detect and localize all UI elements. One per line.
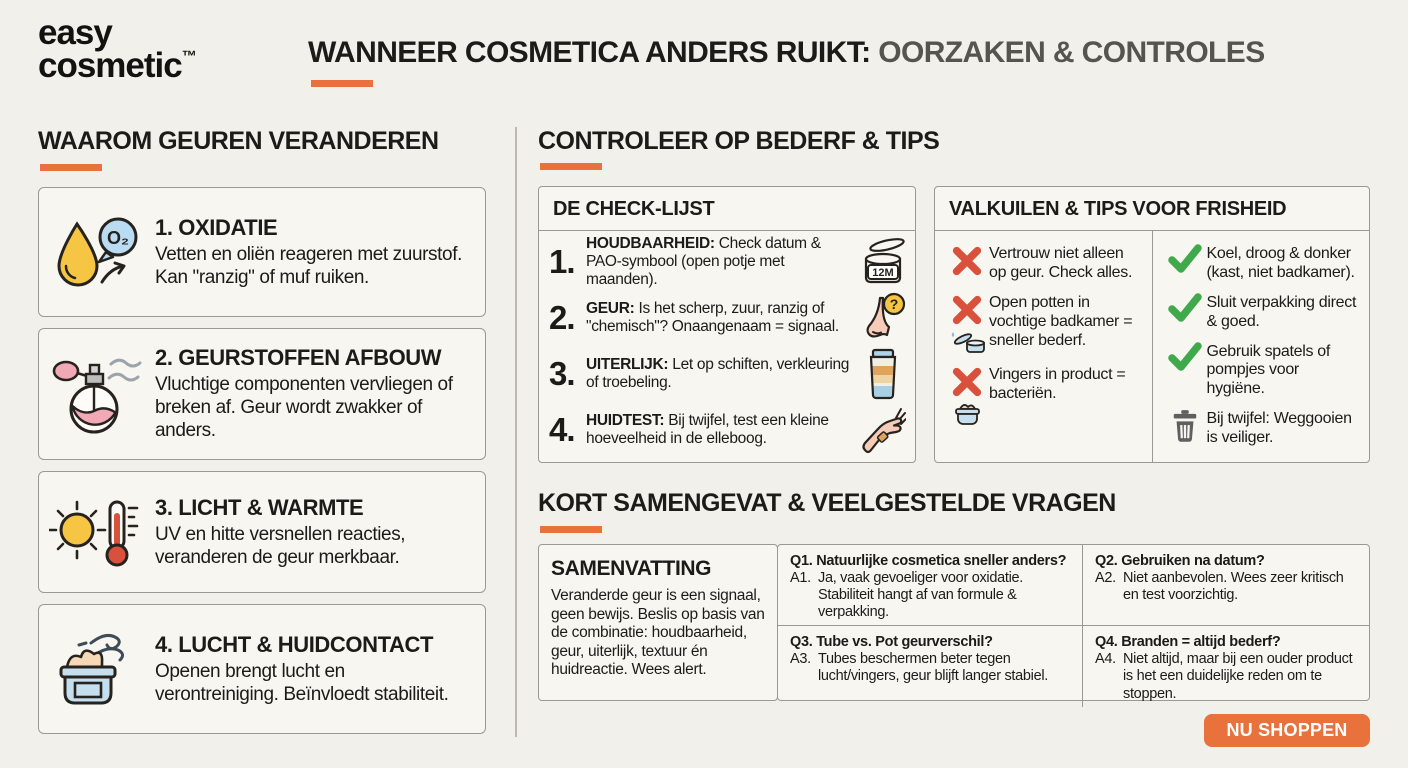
faq-question: Q1. Natuurlijke cosmetica sneller anders? <box>790 553 1067 569</box>
faq-grid <box>777 544 1370 701</box>
item-number: 1. <box>549 243 575 280</box>
faq-q1-cell <box>778 545 1083 626</box>
controls-accent-bar <box>540 163 602 170</box>
faq-answer: A3. Tubes beschermen beter tegen lucht/vingers, geur blijft langer stabiel. <box>790 651 1048 685</box>
item-text: UITERLIJK: Let op schiften, verkleuring of troebeling. <box>586 355 850 391</box>
tips-panel <box>934 186 1370 463</box>
oil-drop-oxygen-icon <box>39 212 155 292</box>
checklist-title: DE CHECK-LIJST <box>539 187 915 231</box>
cause-cards <box>38 187 486 734</box>
cause-card-body <box>155 632 485 707</box>
brand-logo-line1: easy <box>38 13 112 52</box>
svg-text:?: ? <box>889 296 899 312</box>
sun-thermometer-icon <box>39 492 155 572</box>
cause-card-licht-warmte <box>38 471 486 593</box>
item-number: 4. <box>549 411 575 448</box>
checklist-item-uiterlijk <box>549 346 907 402</box>
checklist-panel <box>538 186 916 463</box>
dont-text: Open potten in vochtige badkamer = sneller bederf. <box>989 293 1133 349</box>
faq-q3-cell <box>778 626 1083 706</box>
cause-text: Vluchtige componenten vervliegen of breken af. Geur wordt zwakker of anders. <box>155 374 453 441</box>
dont-item <box>945 364 1144 427</box>
cause-card-lucht-huidcontact <box>38 604 486 734</box>
title-accent-bar <box>311 80 373 87</box>
do-text: Koel, droog & donker (kast, niet badkamer). <box>1206 245 1355 281</box>
column-divider <box>515 127 517 737</box>
do-text: Gebruik spatels of pompjes voor hygiëne. <box>1206 342 1331 398</box>
checklist-item-huidtest <box>549 402 907 458</box>
cause-text: Vetten en oliën reageren met zuurstof. Kan "ranzig" of muf ruiken. <box>155 243 462 288</box>
svg-text:O₂: O₂ <box>107 228 129 248</box>
item-text: HUIDTEST: Bij twijfel, test een kleine hoeveelheid in de elleboog. <box>586 411 829 447</box>
faq-q2-cell <box>1083 545 1369 626</box>
cause-text: UV en hitte versnellen reacties, veranderen de geur merkbaar. <box>155 523 406 568</box>
check-icon <box>1163 341 1207 372</box>
x-icon <box>950 365 984 399</box>
faq-answer: A1. Ja, vaak gevoeliger voor oxidatie. Stabiliteit hangt af van formule & verpakking. <box>790 570 1024 621</box>
causes-accent-bar <box>40 164 102 171</box>
cause-card-body <box>155 215 485 290</box>
trademark-symbol: ™ <box>181 48 197 66</box>
page-title <box>308 36 1265 70</box>
do-item <box>1163 243 1362 283</box>
do-item <box>1163 408 1362 448</box>
faq-accent-bar <box>540 526 602 533</box>
cause-title: 2. GEURSTOFFEN AFBOUW <box>155 345 442 371</box>
summary-text: Veranderde geur is een signaal, geen bewijs. Beslis op basis van de combinatie: houdbaarheid, geur, uiterlijk, textuur én huidreactie. Wees alert. <box>551 587 765 679</box>
cause-card-body <box>155 495 485 570</box>
do-text: Bij twijfel: Weggooien is veiliger. <box>1206 410 1352 446</box>
separated-tube-icon <box>859 348 907 400</box>
svg-text:12M: 12M <box>872 267 894 279</box>
checklist-items <box>539 231 915 458</box>
cause-text: Openen brengt lucht en verontreiniging. Beïnvloedt stabiliteit. <box>155 660 449 705</box>
controls-heading: CONTROLEER OP BEDERF & TIPS <box>538 127 940 155</box>
tips-title: VALKUILEN & TIPS VOOR FRISHEID <box>935 187 1369 231</box>
page-title-gray: OORZAKEN & CONTROLES <box>878 36 1265 69</box>
elbow-test-icon <box>859 404 907 456</box>
faq-heading: KORT SAMENGEVAT & VEELGESTELDE VRAGEN <box>538 489 1116 517</box>
brand-logo <box>38 13 197 86</box>
trash-icon <box>1163 408 1207 443</box>
faq-q4-cell <box>1083 626 1369 706</box>
x-icon <box>950 293 984 327</box>
x-icon <box>945 243 989 278</box>
item-text: HOUDBAARHEID: Check datum & PAO-symbool (open potje met maanden). <box>586 234 821 289</box>
tips-do-column <box>1153 231 1370 462</box>
cause-title: 3. LICHT & WARMTE <box>155 494 364 520</box>
cause-card-oxidatie <box>38 187 486 317</box>
dont-item <box>945 243 1144 283</box>
dont-text: Vertrouw niet alleen op geur. Check alles. <box>989 245 1133 281</box>
cause-title: 4. LUCHT & HUIDCONTACT <box>155 631 433 657</box>
faq-question: Q2. Gebruiken na datum? <box>1095 553 1265 569</box>
cause-card-body <box>155 345 485 442</box>
checklist-item-geur <box>549 290 907 346</box>
item-text: GEUR: Is het scherp, zuur, ranzig of "chemisch"? Onaangenaam = signaal. <box>586 299 839 335</box>
cause-card-geurstoffen <box>38 328 486 460</box>
item-number: 2. <box>549 299 575 336</box>
causes-section <box>38 127 486 745</box>
causes-heading: WAAROM GEUREN VERANDEREN <box>38 127 439 155</box>
brand-logo-line2: cosmetic™ <box>38 46 197 86</box>
summary-panel <box>538 544 778 701</box>
cream-jar-air-icon <box>39 627 155 711</box>
tips-dont-column <box>935 231 1153 462</box>
dont-item <box>945 292 1144 355</box>
perfume-atomizer-icon <box>39 352 155 436</box>
faq-answer: A2. Niet aanbevolen. Wees zeer kritisch en test voorzichtig. <box>1095 570 1344 604</box>
shop-now-button[interactable]: NU SHOPPEN <box>1204 714 1370 747</box>
page-title-dark: WANNEER COSMETICA ANDERS RUIKT: <box>308 36 879 69</box>
do-item <box>1163 341 1362 400</box>
summary-title: SAMENVATTING <box>551 557 712 580</box>
faq-question: Q3. Tube vs. Pot geurverschil? <box>790 634 993 651</box>
do-item <box>1163 292 1362 332</box>
item-number: 3. <box>549 355 575 392</box>
faq-question: Q4. Branden = altijd bederf? <box>1095 634 1281 651</box>
checklist-item-houdbaarheid <box>549 234 907 290</box>
check-icon <box>1163 243 1207 274</box>
dont-text: Vingers in product = bacteriën. <box>989 365 1126 402</box>
cause-title: 1. OXIDATIE <box>155 214 278 240</box>
wet-jar-icon <box>948 329 986 355</box>
pao-jar-icon <box>859 236 907 288</box>
do-text: Sluit verpakking direct & goed. <box>1206 293 1357 330</box>
open-jar-icon <box>951 401 983 427</box>
nose-question-icon <box>859 292 907 344</box>
faq-answer: A4. Niet altijd, maar bij een ouder product is het een duidelijke reden om te stoppen. <box>1095 651 1353 702</box>
check-icon <box>1163 292 1207 323</box>
tips-columns <box>935 231 1369 462</box>
